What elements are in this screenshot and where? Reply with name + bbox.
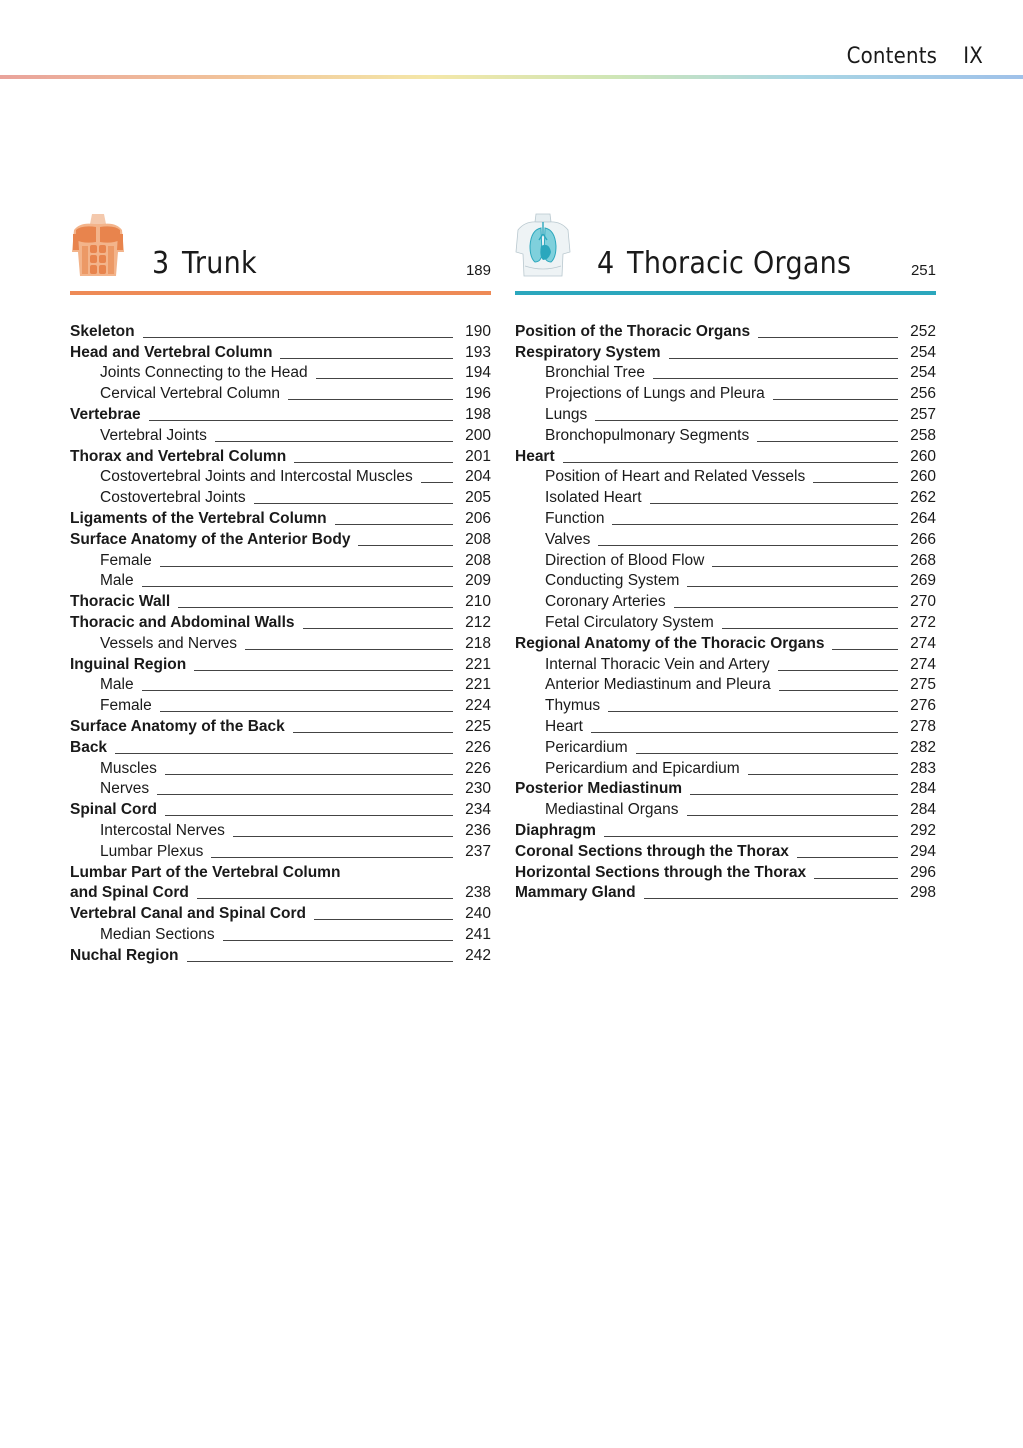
toc-entry-title: Internal Thoracic Vein and Artery — [545, 655, 770, 673]
toc-entry-title: Diaphragm — [515, 821, 596, 839]
toc-entry-page: 193 — [465, 343, 491, 361]
chapter-number: 4 — [597, 246, 615, 281]
toc-entry-title: Posterior Mediastinum — [515, 780, 683, 798]
toc-entry-page: 210 — [465, 593, 491, 611]
toc-leader-line — [650, 503, 899, 504]
toc-entry[interactable] — [70, 944, 491, 965]
toc-entry-page: 270 — [910, 593, 936, 611]
toc-entry-page: 212 — [465, 613, 491, 631]
toc-entry-title: Bronchopulmonary Segments — [545, 426, 750, 444]
toc-entry[interactable] — [515, 611, 936, 632]
toc-entry-page: 221 — [465, 676, 491, 694]
toc-entry-title: Costovertebral Joints and Intercostal Muscles — [100, 468, 413, 486]
toc-entry[interactable] — [515, 840, 936, 861]
toc-entry[interactable] — [515, 424, 936, 445]
toc-entry[interactable] — [515, 341, 936, 362]
toc-leader-line — [316, 378, 453, 379]
toc-entry-title: Nuchal Region — [70, 946, 179, 964]
chapter-header — [70, 212, 491, 292]
toc-entry[interactable] — [70, 424, 491, 445]
toc-entry-page: 274 — [910, 655, 936, 673]
toc-entry-title: Muscles — [100, 759, 157, 777]
toc-entry-page: 242 — [465, 946, 491, 964]
toc-entry-page: 230 — [465, 780, 491, 798]
toc-entry-page: 201 — [465, 447, 491, 465]
toc-leader-line — [644, 898, 898, 899]
toc-leader-line — [669, 358, 898, 359]
toc-entry-title: Pericardium — [545, 738, 628, 756]
toc-entry-page: 200 — [465, 426, 491, 444]
chapter-page-number: 251 — [910, 262, 936, 279]
toc-leader-line — [149, 420, 453, 421]
toc-leader-line — [598, 545, 898, 546]
toc-entry-page: 254 — [910, 364, 936, 382]
toc-entry-page: 238 — [465, 884, 491, 902]
toc-entry-title: Thoracic and Abdominal Walls — [70, 613, 295, 631]
toc-entry-page: 224 — [465, 697, 491, 715]
toc-entry-page: 292 — [910, 821, 936, 839]
toc-entry[interactable] — [70, 674, 491, 695]
toc-entry-title: Skeleton — [70, 322, 135, 340]
toc-leader-line — [722, 628, 898, 629]
chapter-title-text: Thoracic Organs — [627, 246, 852, 281]
toc-entry[interactable] — [515, 570, 936, 591]
toc-leader-line — [612, 524, 898, 525]
toc-entry-page: 275 — [910, 676, 936, 694]
toc-leader-line — [245, 649, 453, 650]
toc-leader-line — [690, 794, 898, 795]
toc-leader-line — [303, 628, 454, 629]
toc-leader-line — [797, 857, 898, 858]
toc-entry-title: Median Sections — [100, 925, 215, 943]
thorax-lungs-icon — [515, 212, 571, 278]
running-head-section: Contents — [846, 44, 938, 69]
toc-entry[interactable] — [70, 882, 491, 903]
toc-entry[interactable] — [70, 528, 491, 549]
toc-list — [515, 320, 936, 902]
toc-entry-page: 260 — [910, 447, 936, 465]
toc-leader-line — [160, 566, 453, 567]
toc-entry-title: Coronal Sections through the Thorax — [515, 842, 789, 860]
toc-list — [70, 320, 491, 965]
toc-entry-title: Coronary Arteries — [545, 593, 666, 611]
toc-entry-page: 234 — [465, 801, 491, 819]
toc-entry[interactable] — [70, 611, 491, 632]
toc-entry[interactable] — [70, 466, 491, 487]
toc-entry[interactable] — [70, 445, 491, 466]
toc-entry-title: Direction of Blood Flow — [545, 551, 705, 569]
toc-entry-title: Anterior Mediastinum and Pleura — [545, 676, 771, 694]
toc-entry[interactable] — [515, 445, 936, 466]
toc-leader-line — [335, 524, 453, 525]
toc-entry-title: Lumbar Part of the Vertebral Column — [70, 863, 341, 881]
toc-leader-line — [595, 420, 898, 421]
toc-leader-line — [293, 732, 453, 733]
toc-leader-line — [165, 774, 453, 775]
toc-entry[interactable] — [515, 466, 936, 487]
toc-entry[interactable] — [515, 757, 936, 778]
toc-entry-page: 196 — [465, 385, 491, 403]
toc-entry-title: Respiratory System — [515, 343, 661, 361]
toc-leader-line — [687, 586, 898, 587]
header-color-rule — [0, 75, 1023, 79]
toc-leader-line — [160, 711, 453, 712]
toc-entry-title: and Spinal Cord — [70, 884, 189, 902]
toc-entry-title: Projections of Lungs and Pleura — [545, 385, 765, 403]
chapter-accent-rule — [70, 291, 491, 295]
toc-entry-page: 268 — [910, 551, 936, 569]
toc-leader-line — [748, 774, 898, 775]
toc-entry[interactable] — [70, 798, 491, 819]
toc-leader-line — [165, 815, 453, 816]
toc-entry-page: 256 — [910, 385, 936, 403]
toc-entry-page: 225 — [465, 717, 491, 735]
toc-entry-title: Inguinal Region — [70, 655, 187, 673]
toc-entry[interactable] — [515, 549, 936, 570]
toc-entry-title: Position of the Thoracic Organs — [515, 322, 751, 340]
toc-entry[interactable] — [70, 923, 491, 944]
toc-leader-line — [758, 337, 898, 338]
toc-leader-line — [421, 482, 453, 483]
toc-leader-line — [591, 732, 898, 733]
chapter-accent-rule — [515, 291, 936, 295]
toc-entry-page: 262 — [910, 489, 936, 507]
toc-entry-title: Female — [100, 697, 152, 715]
toc-entry[interactable] — [70, 757, 491, 778]
toc-entry[interactable] — [70, 570, 491, 591]
toc-entry-page: 298 — [910, 884, 936, 902]
toc-entry-title: Spinal Cord — [70, 801, 157, 819]
toc-entry[interactable] — [70, 320, 491, 341]
toc-entry-title: Lungs — [545, 405, 588, 423]
toc-entry-page: 206 — [465, 509, 491, 527]
toc-entry[interactable] — [70, 341, 491, 362]
toc-leader-line — [563, 462, 898, 463]
chapter-4-thoracic-organs — [515, 212, 936, 902]
toc-entry[interactable] — [70, 736, 491, 757]
toc-leader-line — [814, 878, 898, 879]
toc-entry-title: Cervical Vertebral Column — [100, 385, 281, 403]
toc-entry-title: Thymus — [545, 697, 601, 715]
toc-entry-page: 240 — [465, 905, 491, 923]
toc-entry-title: Position of Heart and Related Vessels — [545, 468, 806, 486]
toc-entry-page: 282 — [910, 738, 936, 756]
toc-entry-title: Thoracic Wall — [70, 593, 171, 611]
chapter-title — [597, 246, 851, 281]
toc-entry-page: 190 — [465, 322, 491, 340]
toc-entry-title: Nerves — [100, 780, 150, 798]
toc-entry-page: 272 — [910, 613, 936, 631]
toc-entry[interactable] — [515, 798, 936, 819]
toc-entry-title: Surface Anatomy of the Anterior Body — [70, 530, 351, 548]
toc-entry[interactable] — [70, 486, 491, 507]
toc-entry-page: 278 — [910, 717, 936, 735]
toc-entry[interactable] — [70, 403, 491, 424]
toc-entry-page: 254 — [910, 343, 936, 361]
toc-entry[interactable] — [515, 861, 936, 882]
toc-leader-line — [674, 607, 898, 608]
toc-entry-page: 208 — [465, 551, 491, 569]
toc-entry-title: Vertebrae — [70, 405, 141, 423]
toc-entry[interactable] — [515, 382, 936, 403]
toc-leader-line — [773, 399, 898, 400]
chapter-title — [152, 246, 257, 281]
toc-entry-title: Fetal Circulatory System — [545, 613, 714, 631]
toc-leader-line — [215, 441, 453, 442]
toc-leader-line — [779, 690, 898, 691]
toc-entry-title: Lumbar Plexus — [100, 842, 204, 860]
toc-leader-line — [712, 566, 898, 567]
toc-entry[interactable] — [515, 653, 936, 674]
toc-leader-line — [157, 794, 453, 795]
toc-entry-title: Mammary Gland — [515, 884, 636, 902]
toc-leader-line — [178, 607, 453, 608]
chapter-page-number: 189 — [465, 262, 491, 279]
toc-leader-line — [142, 586, 453, 587]
toc-leader-line — [254, 503, 453, 504]
toc-entry-page: 204 — [465, 468, 491, 486]
toc-entry-title: Vessels and Nerves — [100, 634, 237, 652]
toc-leader-line — [608, 711, 898, 712]
toc-leader-line — [288, 399, 453, 400]
toc-entry-page: 218 — [465, 634, 491, 652]
toc-entry[interactable] — [70, 382, 491, 403]
toc-entry[interactable] — [70, 632, 491, 653]
toc-entry-page: 257 — [910, 405, 936, 423]
toc-entry-title: Conducting System — [545, 572, 680, 590]
toc-entry[interactable] — [515, 694, 936, 715]
toc-entry[interactable] — [515, 819, 936, 840]
toc-entry[interactable] — [70, 590, 491, 611]
toc-leader-line — [223, 940, 453, 941]
toc-entry-title: Ligaments of the Vertebral Column — [70, 509, 327, 527]
toc-entry[interactable] — [70, 819, 491, 840]
toc-entry-title: Vertebral Joints — [100, 426, 207, 444]
toc-leader-line — [314, 919, 453, 920]
toc-leader-line — [143, 337, 453, 338]
toc-entry-title: Male — [100, 572, 134, 590]
chapter-header — [515, 212, 936, 292]
toc-entry[interactable] — [515, 778, 936, 799]
toc-entry-page: 226 — [465, 738, 491, 756]
toc-leader-line — [757, 441, 898, 442]
toc-entry-page: 236 — [465, 821, 491, 839]
toc-entry-title: Joints Connecting to the Head — [100, 364, 308, 382]
toc-entry-title: Male — [100, 676, 134, 694]
toc-entry-page: 209 — [465, 572, 491, 590]
toc-entry-page: 205 — [465, 489, 491, 507]
toc-entry-title: Regional Anatomy of the Thoracic Organs — [515, 634, 825, 652]
toc-entry[interactable] — [515, 362, 936, 383]
toc-leader-line — [687, 815, 898, 816]
toc-entry-page: 269 — [910, 572, 936, 590]
toc-entry[interactable] — [515, 590, 936, 611]
toc-leader-line — [142, 690, 453, 691]
toc-entry-page: 260 — [910, 468, 936, 486]
toc-entry[interactable] — [70, 861, 491, 882]
toc-entry-page: 226 — [465, 759, 491, 777]
toc-leader-line — [280, 358, 453, 359]
toc-entry-title: Surface Anatomy of the Back — [70, 717, 285, 735]
toc-entry-title: Heart — [515, 447, 555, 465]
toc-entry-page: 258 — [910, 426, 936, 444]
toc-entry-title: Thorax and Vertebral Column — [70, 447, 287, 465]
toc-entry[interactable] — [70, 653, 491, 674]
toc-entry-page: 294 — [910, 842, 936, 860]
toc-leader-line — [194, 670, 453, 671]
toc-entry-title: Back — [70, 738, 108, 756]
toc-entry[interactable] — [515, 486, 936, 507]
toc-entry-title: Head and Vertebral Column — [70, 343, 273, 361]
toc-leader-line — [211, 857, 453, 858]
toc-entry[interactable] — [70, 507, 491, 528]
toc-entry-title: Valves — [545, 530, 591, 548]
toc-leader-line — [233, 836, 453, 837]
toc-entry-page: 274 — [910, 634, 936, 652]
chapter-3-trunk — [70, 212, 491, 964]
toc-entry[interactable] — [70, 715, 491, 736]
toc-entry[interactable] — [515, 882, 936, 903]
toc-entry-page: 264 — [910, 509, 936, 527]
toc-entry-title: Pericardium and Epicardium — [545, 759, 740, 777]
toc-leader-line — [358, 545, 453, 546]
toc-entry-title: Function — [545, 509, 605, 527]
toc-entry-title: Female — [100, 551, 152, 569]
toc-entry-page: 198 — [465, 405, 491, 423]
chapter-title-text: Trunk — [182, 246, 257, 281]
toc-entry-page: 252 — [910, 322, 936, 340]
toc-entry[interactable] — [70, 902, 491, 923]
toc-leader-line — [294, 462, 453, 463]
toc-entry-title: Isolated Heart — [545, 489, 642, 507]
toc-leader-line — [832, 649, 898, 650]
toc-entry[interactable] — [515, 403, 936, 424]
running-head — [847, 44, 983, 69]
toc-entry-page: 194 — [465, 364, 491, 382]
running-head-page-number: IX — [963, 44, 983, 69]
toc-entry-page: 284 — [910, 780, 936, 798]
toc-entry[interactable] — [515, 736, 936, 757]
toc-entry-page: 241 — [465, 925, 491, 943]
toc-entry-page: 208 — [465, 530, 491, 548]
toc-entry[interactable] — [515, 715, 936, 736]
toc-leader-line — [187, 961, 453, 962]
toc-entry-title: Mediastinal Organs — [545, 801, 679, 819]
toc-entry-page: 266 — [910, 530, 936, 548]
toc-entry[interactable] — [70, 840, 491, 861]
toc-leader-line — [604, 836, 898, 837]
toc-entry[interactable] — [515, 528, 936, 549]
toc-entry[interactable] — [515, 320, 936, 341]
toc-entry-title: Vertebral Canal and Spinal Cord — [70, 905, 307, 923]
toc-entry[interactable] — [70, 549, 491, 570]
toc-entry-title: Bronchial Tree — [545, 364, 645, 382]
toc-entry-title: Intercostal Nerves — [100, 821, 225, 839]
toc-entry-title: Heart — [545, 717, 583, 735]
toc-entry[interactable] — [70, 778, 491, 799]
toc-entry-page: 296 — [910, 863, 936, 881]
toc-entry-page: 283 — [910, 759, 936, 777]
toc-entry-page: 221 — [465, 655, 491, 673]
toc-entry[interactable] — [70, 694, 491, 715]
toc-leader-line — [636, 753, 898, 754]
toc-entry-page: 276 — [910, 697, 936, 715]
chapter-number: 3 — [152, 246, 170, 281]
toc-leader-line — [197, 898, 453, 899]
toc-entry-page: 284 — [910, 801, 936, 819]
toc-entry[interactable] — [515, 507, 936, 528]
toc-leader-line — [813, 482, 898, 483]
toc-entry-page: 237 — [465, 842, 491, 860]
toc-leader-line — [778, 670, 898, 671]
toc-leader-line — [653, 378, 898, 379]
toc-entry[interactable] — [70, 362, 491, 383]
toc-entry[interactable] — [515, 632, 936, 653]
torso-muscles-icon — [70, 212, 126, 278]
toc-entry[interactable] — [515, 674, 936, 695]
toc-leader-line — [115, 753, 453, 754]
toc-entry-title: Horizontal Sections through the Thorax — [515, 863, 807, 881]
toc-entry-title: Costovertebral Joints — [100, 489, 246, 507]
